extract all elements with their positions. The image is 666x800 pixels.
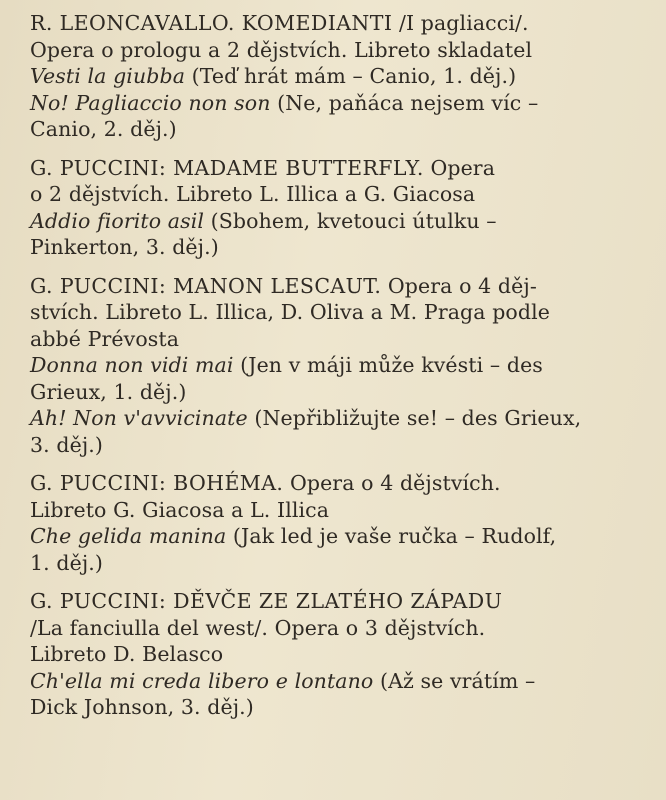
text-line — [30, 181, 652, 208]
text-line — [30, 588, 652, 615]
text-line — [30, 497, 652, 524]
text-line — [30, 234, 652, 261]
composer-opera-heading: R. LEONCAVALLO. KOMEDIANTI — [30, 11, 393, 35]
text-line — [30, 470, 652, 497]
description-text: stvích. Libreto L. Illica, D. Oliva a M. Praga podle — [30, 300, 550, 324]
text-line — [30, 90, 652, 117]
description-text: Opera — [423, 155, 496, 180]
aria-title: Ch'ella mi creda libero e lontano — [30, 668, 374, 693]
description-text: /I pagliacci/. — [392, 11, 529, 35]
description-text: 3. děj.) — [30, 432, 104, 457]
description-text: (Jen v máji může kvésti – des — [233, 353, 543, 377]
opera-entry — [30, 155, 652, 261]
aria-title: Ah! Non v'avvicinate — [30, 406, 248, 430]
opera-entry — [30, 588, 652, 721]
description-text: Opera o 4 děj- — [381, 273, 537, 298]
text-line — [30, 379, 652, 406]
text-line — [30, 63, 652, 90]
description-text: Canio, 2. děj.) — [30, 117, 177, 141]
text-line — [30, 10, 652, 37]
description-text: Opera o prologu a 2 dějstvích. Libreto skladatel — [30, 37, 533, 62]
description-text: (Až se vrátím – — [373, 668, 536, 693]
description-text: (Ne, paňáca nejsem víc – — [270, 90, 539, 115]
description-text: (Jak led je vaše ručka – Rudolf, — [226, 524, 557, 548]
text-line — [30, 352, 652, 379]
text-line — [30, 273, 652, 300]
description-text: Pinkerton, 3. děj.) — [30, 235, 219, 259]
composer-opera-heading: G. PUCCINI: DĚVČE ZE ZLATÉHO ZÁPADU — [30, 589, 503, 613]
text-line — [30, 523, 652, 550]
text-line — [30, 550, 652, 577]
text-line — [30, 694, 652, 721]
description-text: Libreto D. Belasco — [30, 642, 224, 666]
description-text: Libreto G. Giacosa a L. Illica — [30, 497, 330, 522]
aria-title: No! Pagliaccio non son — [30, 90, 271, 115]
composer-opera-heading: G. PUCCINI: MADAME BUTTERFLY. — [30, 155, 424, 180]
aria-title: Donna non vidi mai — [30, 353, 234, 377]
description-text: (Teď hrát mám – Canio, 1. děj.) — [185, 64, 517, 88]
text-line — [30, 405, 652, 432]
text-line — [30, 641, 652, 668]
opera-entry — [30, 470, 652, 576]
description-text: Dick Johnson, 3. děj.) — [30, 695, 254, 719]
aria-title: Vesti la giubba — [30, 64, 186, 88]
text-line — [30, 37, 652, 64]
text-line — [30, 615, 652, 642]
text-line — [30, 299, 652, 326]
composer-opera-heading: G. PUCCINI: BOHÉMA. — [30, 471, 284, 495]
description-text: Grieux, 1. děj.) — [30, 379, 187, 404]
composer-opera-heading: G. PUCCINI: MANON LESCAUT. — [30, 273, 382, 298]
text-line — [30, 155, 652, 182]
description-text: /La fanciulla del west/. Opera o 3 dějstvích. — [30, 615, 486, 640]
opera-entry — [30, 273, 652, 459]
text-line — [30, 326, 652, 353]
opera-entry — [30, 10, 652, 143]
description-text: Opera o 4 dějstvích. — [283, 471, 501, 495]
description-text: o 2 dějstvích. Libreto L. Illica a G. Giacosa — [30, 182, 476, 206]
description-text: (Sbohem, kvetouci útulku – — [204, 208, 497, 233]
description-text: (Nepřibližujte se! – des Grieux, — [247, 406, 582, 430]
text-line — [30, 208, 652, 235]
text-line — [30, 116, 652, 143]
text-line — [30, 432, 652, 459]
aria-title: Addio fiorito asil — [30, 208, 205, 233]
description-text: 1. děj.) — [30, 550, 104, 575]
aria-title: Che gelida manina — [30, 524, 227, 548]
description-text: abbé Prévosta — [30, 326, 180, 351]
text-line — [30, 668, 652, 695]
